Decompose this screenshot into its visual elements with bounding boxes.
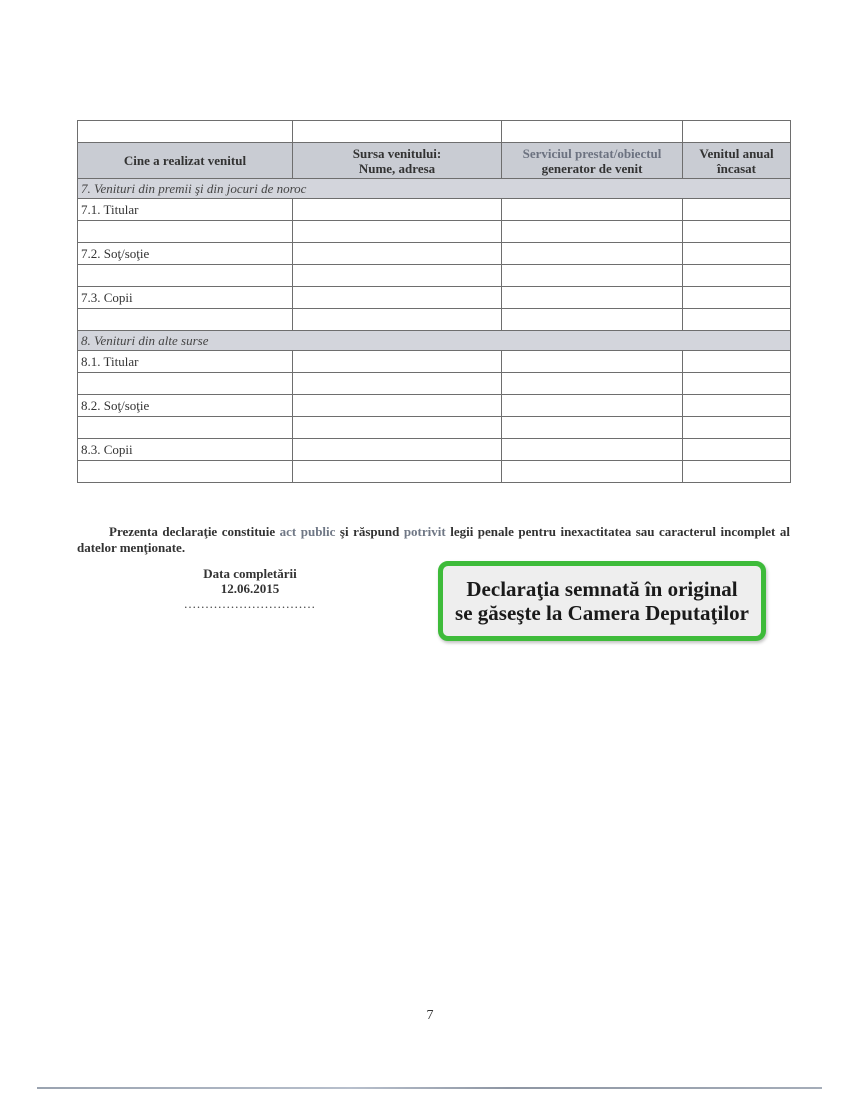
- cell-label: [78, 265, 293, 287]
- header-serviciu: Serviciul prestat/obiectul generator de venit: [502, 143, 683, 179]
- table-row: [78, 395, 791, 417]
- cell-venit: [683, 395, 791, 417]
- cell-label: [78, 461, 293, 483]
- cell-serviciu: [502, 439, 683, 461]
- cell-serviciu: [502, 243, 683, 265]
- cell-label: [78, 373, 293, 395]
- table-row: [78, 243, 791, 265]
- cell-venit: [683, 417, 791, 439]
- cell-serviciu: [502, 395, 683, 417]
- table-row: [78, 221, 791, 243]
- cell-sursa: [293, 221, 502, 243]
- completion-date-block: [165, 566, 335, 611]
- cell-serviciu: [502, 287, 683, 309]
- declaration-statement: Prezenta declaraţie constituie act public şi răspund potrivit legii penale pentru inexactitatea sau caracterul incomplet al datelor menţionate.: [77, 524, 790, 555]
- header-cine: Cine a realizat venitul: [78, 143, 293, 179]
- table-row: [78, 351, 791, 373]
- income-table: [77, 120, 791, 483]
- table-row: [78, 417, 791, 439]
- cell-sursa: [293, 439, 502, 461]
- table-row: [78, 199, 791, 221]
- cell-serviciu: [502, 417, 683, 439]
- completion-date-label: Data completării: [203, 566, 297, 581]
- cell-label: 7.2. Soţ/soţie: [78, 243, 293, 265]
- cell-label: 8.3. Copii: [78, 439, 293, 461]
- page-number: 7: [426, 1008, 434, 1023]
- cell-label: 8.1. Titular: [78, 351, 293, 373]
- signature-line: ...............................: [184, 596, 316, 611]
- cell-venit: [683, 243, 791, 265]
- section-title: 7. Venituri din premii şi din jocuri de noroc: [78, 179, 791, 199]
- section-title: 8. Venituri din alte surse: [78, 331, 791, 351]
- cell-sursa: [293, 461, 502, 483]
- completion-date-value: 12.06.2015: [220, 581, 280, 596]
- cell-sursa: [293, 265, 502, 287]
- cell-label: 7.3. Copii: [78, 287, 293, 309]
- table-row: [78, 439, 791, 461]
- cell-venit: [683, 461, 791, 483]
- cell-venit: [683, 351, 791, 373]
- cell-venit: [683, 265, 791, 287]
- cell-sursa: [293, 417, 502, 439]
- header-venit: Venitul anual încasat: [683, 143, 791, 179]
- cell-serviciu: [502, 351, 683, 373]
- cell-venit: [683, 287, 791, 309]
- table-row: [78, 373, 791, 395]
- cell-serviciu: [502, 373, 683, 395]
- cell-sursa: [293, 309, 502, 331]
- original-signature-stamp: [438, 561, 766, 641]
- table-row: [78, 461, 791, 483]
- stamp-line-1: Declaraţia semnată în original: [466, 577, 738, 601]
- cell-sursa: [293, 243, 502, 265]
- cell-venit: [683, 439, 791, 461]
- cell-venit: [683, 309, 791, 331]
- cell-venit: [683, 199, 791, 221]
- section-header-row: [78, 179, 791, 199]
- header-sursa: Sursa venitului: Nume, adresa: [293, 143, 502, 179]
- stamp-line-2: se găseşte la Camera Deputaţilor: [455, 601, 749, 625]
- cell-label: [78, 417, 293, 439]
- cell-label: [78, 221, 293, 243]
- table-row: [78, 287, 791, 309]
- section-header-row: [78, 331, 791, 351]
- table-row: [78, 265, 791, 287]
- cell-venit: [683, 221, 791, 243]
- cell-label: 8.2. Soţ/soţie: [78, 395, 293, 417]
- blank-top-row: [78, 121, 791, 143]
- cell-serviciu: [502, 461, 683, 483]
- cell-sursa: [293, 351, 502, 373]
- cell-label: 7.1. Titular: [78, 199, 293, 221]
- table-header-row: [78, 143, 791, 179]
- cell-venit: [683, 373, 791, 395]
- cell-sursa: [293, 373, 502, 395]
- cell-serviciu: [502, 309, 683, 331]
- cell-sursa: [293, 287, 502, 309]
- cell-serviciu: [502, 221, 683, 243]
- table-row: [78, 309, 791, 331]
- footer-divider: [37, 1087, 822, 1089]
- cell-serviciu: [502, 265, 683, 287]
- cell-sursa: [293, 199, 502, 221]
- cell-serviciu: [502, 199, 683, 221]
- cell-sursa: [293, 395, 502, 417]
- cell-label: [78, 309, 293, 331]
